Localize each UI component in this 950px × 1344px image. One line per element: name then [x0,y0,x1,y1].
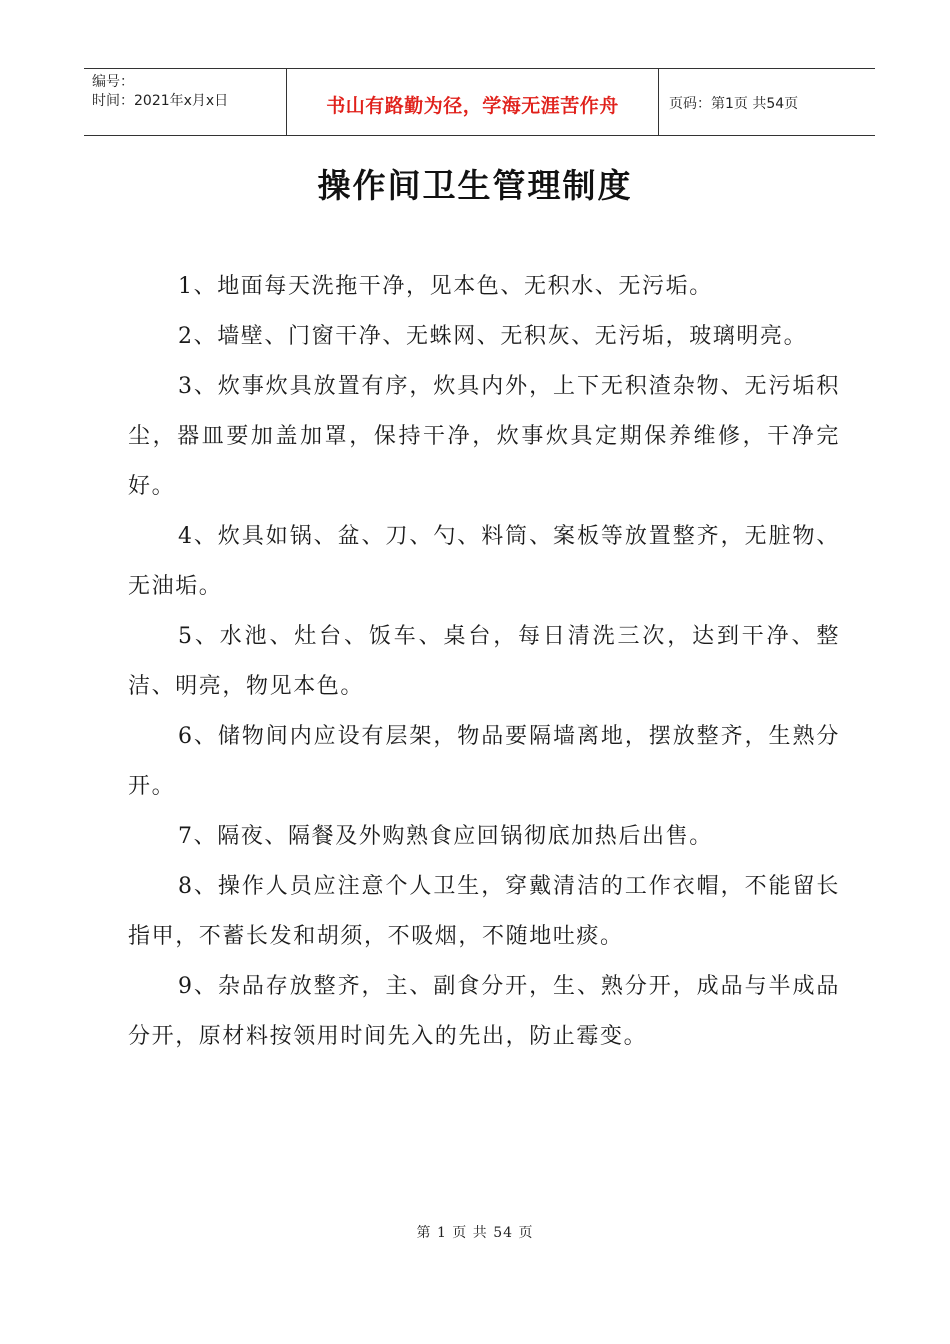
paragraph-6: 6、储物间内应设有层架，物品要隔墙离地，摆放整齐，生熟分开。 [128,724,840,799]
document-header [84,68,875,136]
header-motto-cell [286,69,659,135]
paragraph-4: 4、炊具如锅、盆、刀、勺、料筒、案板等放置整齐，无脏物、无油垢。 [128,524,840,599]
motto-text: 书山有路勤为径，学海无涯苦作舟 [326,94,619,117]
document-body [128,262,840,1062]
paragraph-5: 5、水池、灶台、饭车、桌台，每日清洗三次，达到干净、整洁、明亮，物见本色。 [128,624,840,699]
page-footer: 第 1 页 共 54 页 [416,1225,534,1241]
paragraph-3: 3、炊事炊具放置有序，炊具内外，上下无积渣杂物、无污垢积尘，器皿要加盖加罩，保持干净，炊事炊具定期保养维修，干净完好。 [128,374,840,499]
header-meta-cell [84,69,286,135]
header-page-cell [659,69,875,135]
paragraph-7: 7、隔夜、隔餐及外购熟食应回锅彻底加热后出售。 [178,824,713,849]
document-title: 操作间卫生管理制度 [317,166,633,205]
paragraph-8: 8、操作人员应注意个人卫生，穿戴清洁的工作衣帽，不能留长指甲，不蓄长发和胡须，不吸烟，不随地吐痰。 [128,874,840,949]
page-label: 页码：第1页 共54页 [669,96,799,112]
paragraph-9: 9、杂品存放整齐，主、副食分开，生、熟分开，成品与半成品分开，原材料按领用时间先入的先出，防止霉变。 [128,974,840,1049]
paragraph-2: 2、墙壁、门窗干净、无蛛网、无积灰、无污垢，玻璃明亮。 [178,324,808,349]
paragraph-1: 1、地面每天洗拖干净，见本色、无积水、无污垢。 [178,274,713,299]
number-label: 编号： [92,74,134,90]
time-label: 时间：2021年x月x日 [92,93,229,109]
